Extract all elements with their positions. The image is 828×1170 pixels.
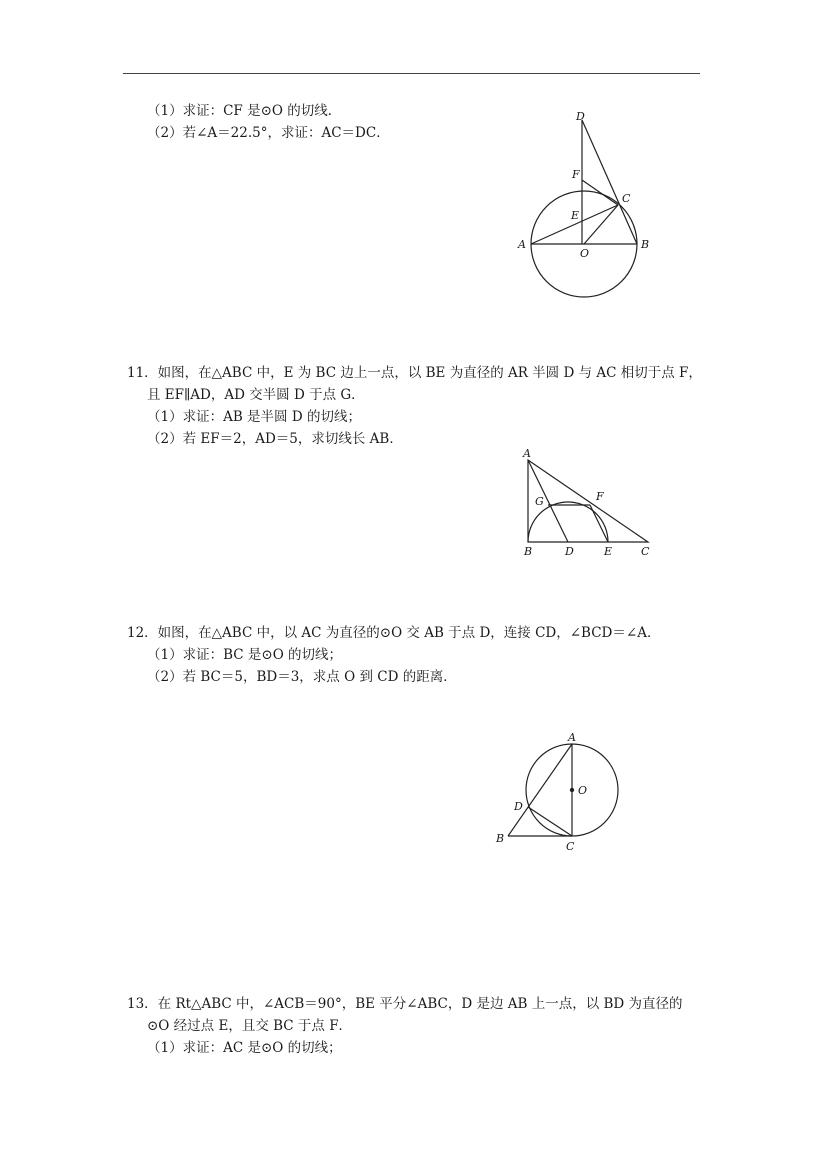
segment-db — [582, 120, 637, 244]
label-c: C — [622, 192, 631, 205]
label-a: A — [523, 447, 531, 460]
p13-stem-line1: 13．在 Rt△ABC 中，∠ACB＝90°，BE 平分∠ABC，D 是边 AB 上一点，以 BD 为直径的 — [127, 996, 683, 1012]
label-e: E — [604, 545, 613, 558]
p11-stem-line1: 11．如图，在△ABC 中，E 为 BC 边上一点，以 BE 为直径的 AR 半圆 D 与 AC 相切于点 F， — [127, 365, 702, 381]
p13-stem-line2: ⊙O 经过点 E，且交 BC 于点 F． — [147, 1018, 353, 1034]
segment-ad — [528, 460, 568, 542]
segment-fe — [590, 505, 608, 542]
label-d: D — [514, 800, 523, 813]
p10-part1: （1）求证：CF 是⊙O 的切线． — [147, 103, 342, 119]
p12-part1: （1）求证：BC 是⊙O 的切线； — [147, 647, 343, 663]
label-e: E — [571, 209, 580, 222]
p10-part2: （2）若∠A＝22.5°，求证：AC＝DC． — [147, 125, 390, 141]
p12-stem: 12．如图，在△ABC 中，以 AC 为直径的⊙O 交 AB 于点 D，连接 CD，∠BCD＝∠A． — [127, 625, 661, 641]
p12-part2: （2）若 BC＝5，BD＝3，求点 O 到 CD 的距离． — [147, 669, 457, 685]
segment-fc — [582, 180, 618, 205]
label-o: O — [580, 247, 590, 260]
figure-circle-tangent-cf — [510, 104, 660, 304]
segment-oc — [584, 205, 618, 244]
label-a: A — [518, 238, 526, 251]
label-a: A — [568, 731, 576, 744]
figure-circle-diameter-ac — [490, 728, 620, 854]
segment-ba — [508, 744, 572, 836]
label-f: F — [572, 168, 580, 181]
figure-semicircle-tangent — [515, 444, 665, 562]
p11-part2: （2）若 EF＝2，AD＝5，求切线长 AB． — [147, 431, 403, 447]
p11-stem-line2: 且 EF∥AD，AD 交半圆 D 于点 G． — [147, 387, 365, 403]
label-c: C — [566, 840, 575, 853]
semicircle-d — [528, 502, 608, 542]
center-point-o — [570, 788, 573, 791]
p13-part1: （1）求证：AC 是⊙O 的切线； — [147, 1040, 342, 1056]
triangle-abc — [528, 460, 648, 542]
label-c: C — [641, 545, 650, 558]
label-b: B — [496, 832, 505, 845]
label-o: O — [578, 784, 588, 797]
label-g: G — [535, 495, 544, 508]
segment-dc — [528, 807, 572, 836]
label-b: B — [524, 545, 533, 558]
header-rule — [123, 73, 700, 74]
label-d: D — [576, 110, 585, 123]
label-b: B — [641, 238, 650, 251]
p11-part1: （1）求证：AB 是半圆 D 的切线； — [147, 409, 361, 425]
label-d: D — [565, 545, 574, 558]
label-f: F — [596, 490, 604, 503]
